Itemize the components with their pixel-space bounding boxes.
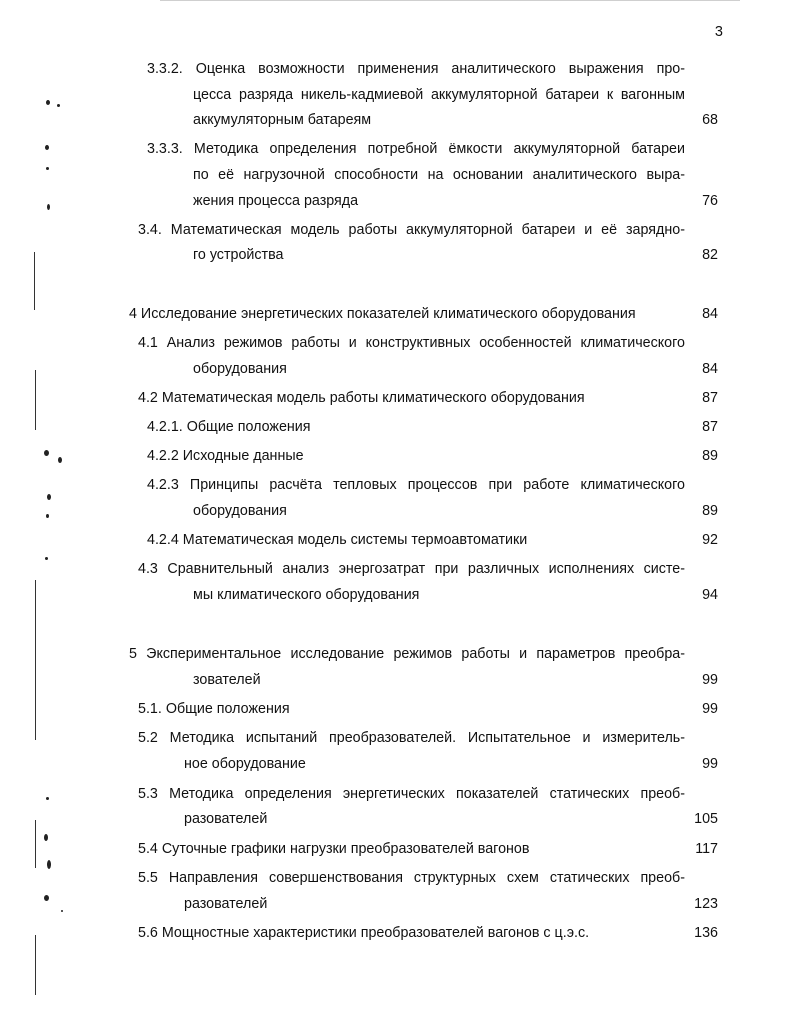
toc-page-4-2-3: 89	[702, 503, 718, 519]
toc-entry-3-4-line-1: 3.4. Математическая модель работы аккумуляторной батареи и её зарядно-	[138, 222, 685, 238]
scan-speck	[46, 167, 49, 170]
toc-entry-4: 4 Исследование энергетических показателей климатического оборудования	[129, 306, 636, 322]
toc-entry-4-3-line-1: 4.3 Сравнительный анализ энергозатрат при различных исполнениях систе-	[138, 561, 685, 577]
scan-margin-line	[35, 935, 36, 995]
scan-speck	[46, 100, 50, 105]
toc-entry-3-3-2-line-2: цесса разряда никель-кадмиевой аккумуляторной батареи к вагонным	[193, 87, 685, 103]
scan-speck	[46, 514, 49, 518]
toc-entry-4-2-3-line-1: 4.2.3 Принципы расчёта тепловых процессов при работе климатического	[147, 477, 685, 493]
toc-entry-4-2: 4.2 Математическая модель работы климатического оборудования	[138, 390, 585, 406]
toc-page-4-1: 84	[702, 361, 718, 377]
toc-page-5-3: 105	[694, 811, 718, 827]
toc-page-4-2-2: 89	[702, 448, 718, 464]
toc-entry-5-6: 5.6 Мощностные характеристики преобразователей вагонов с ц.э.с.	[138, 925, 590, 941]
scan-margin-line	[34, 252, 35, 310]
toc-entry-5-line-2: зователей	[193, 672, 261, 688]
scan-speck	[61, 910, 63, 912]
toc-entry-3-3-2-line-1: 3.3.2. Оценка возможности применения аналитического выражения про-	[147, 61, 685, 77]
toc-entry-5-3-line-1: 5.3 Методика определения энергетических показателей статических преоб-	[138, 786, 685, 802]
scan-margin-line	[35, 580, 36, 740]
toc-page-3-4: 82	[702, 247, 718, 263]
toc-page-5: 99	[702, 672, 718, 688]
scan-speck	[46, 797, 49, 800]
scan-speck	[45, 145, 49, 150]
toc-page-4-3: 94	[702, 587, 718, 603]
scan-speck	[57, 104, 60, 107]
top-border-line	[160, 0, 740, 1]
toc-entry-4-2-1: 4.2.1. Общие положения	[147, 419, 311, 435]
toc-entry-3-4-line-2: го устройства	[193, 247, 284, 263]
page-number: 3	[714, 24, 723, 40]
toc-entry-4-2-2: 4.2.2 Исходные данные	[147, 448, 304, 464]
scan-speck	[47, 204, 50, 210]
toc-page-4-2: 87	[702, 390, 718, 406]
scan-speck	[44, 834, 48, 841]
toc-entry-4-3-line-2: мы климатического оборудования	[193, 587, 420, 603]
toc-entry-3-3-3-line-2: по её нагрузочной способности на основании аналитического выра-	[193, 167, 685, 183]
toc-page-5-5: 123	[694, 896, 718, 912]
toc-page-5-6: 136	[694, 925, 718, 941]
scan-speck	[58, 457, 62, 463]
toc-entry-5-4: 5.4 Суточные графики нагрузки преобразователей вагонов	[138, 841, 530, 857]
toc-entry-4-2-3-line-2: оборудования	[193, 503, 287, 519]
toc-entry-4-2-4: 4.2.4 Математическая модель системы термоавтоматики	[147, 532, 528, 548]
toc-entry-5-line-1: 5 Экспериментальное исследование режимов работы и параметров преобра-	[129, 646, 685, 662]
toc-page-5-2: 99	[702, 756, 718, 772]
toc-entry-5-2-line-2: ное оборудование	[184, 756, 306, 772]
toc-entry-3-3-3-line-3: жения процесса разряда	[193, 193, 359, 209]
scan-speck	[47, 860, 51, 869]
toc-page-3-3-3: 76	[702, 193, 718, 209]
toc-page-5-1: 99	[702, 701, 718, 717]
toc-page-5-4: 117	[695, 841, 718, 857]
toc-page-4-2-4: 92	[702, 532, 718, 548]
toc-page-4-2-1: 87	[702, 419, 718, 435]
toc-entry-3-3-2-line-3: аккумуляторным батареям	[193, 112, 372, 128]
scan-speck	[45, 557, 48, 560]
scan-speck	[44, 895, 49, 901]
toc-page-3-3-2: 68	[702, 112, 718, 128]
toc-entry-5-5-line-2: разователей	[184, 896, 268, 912]
toc-entry-4-1-line-1: 4.1 Анализ режимов работы и конструктивных особенностей климатического	[138, 335, 685, 351]
scan-speck	[44, 450, 49, 456]
toc-entry-5-5-line-1: 5.5 Направления совершенствования структурных схем статических преоб-	[138, 870, 685, 886]
scan-margin-line	[35, 370, 36, 430]
toc-entry-4-1-line-2: оборудования	[193, 361, 287, 377]
scan-speck	[47, 494, 51, 500]
toc-entry-3-3-3-line-1: 3.3.3. Методика определения потребной ёмкости аккумуляторной батареи	[147, 141, 685, 157]
toc-entry-5-1: 5.1. Общие положения	[138, 701, 290, 717]
toc-entry-5-3-line-2: разователей	[184, 811, 268, 827]
toc-page-4: 84	[702, 306, 718, 322]
toc-entry-5-2-line-1: 5.2 Методика испытаний преобразователей. Испытательное и измеритель-	[138, 730, 685, 746]
scan-margin-line	[35, 820, 36, 868]
